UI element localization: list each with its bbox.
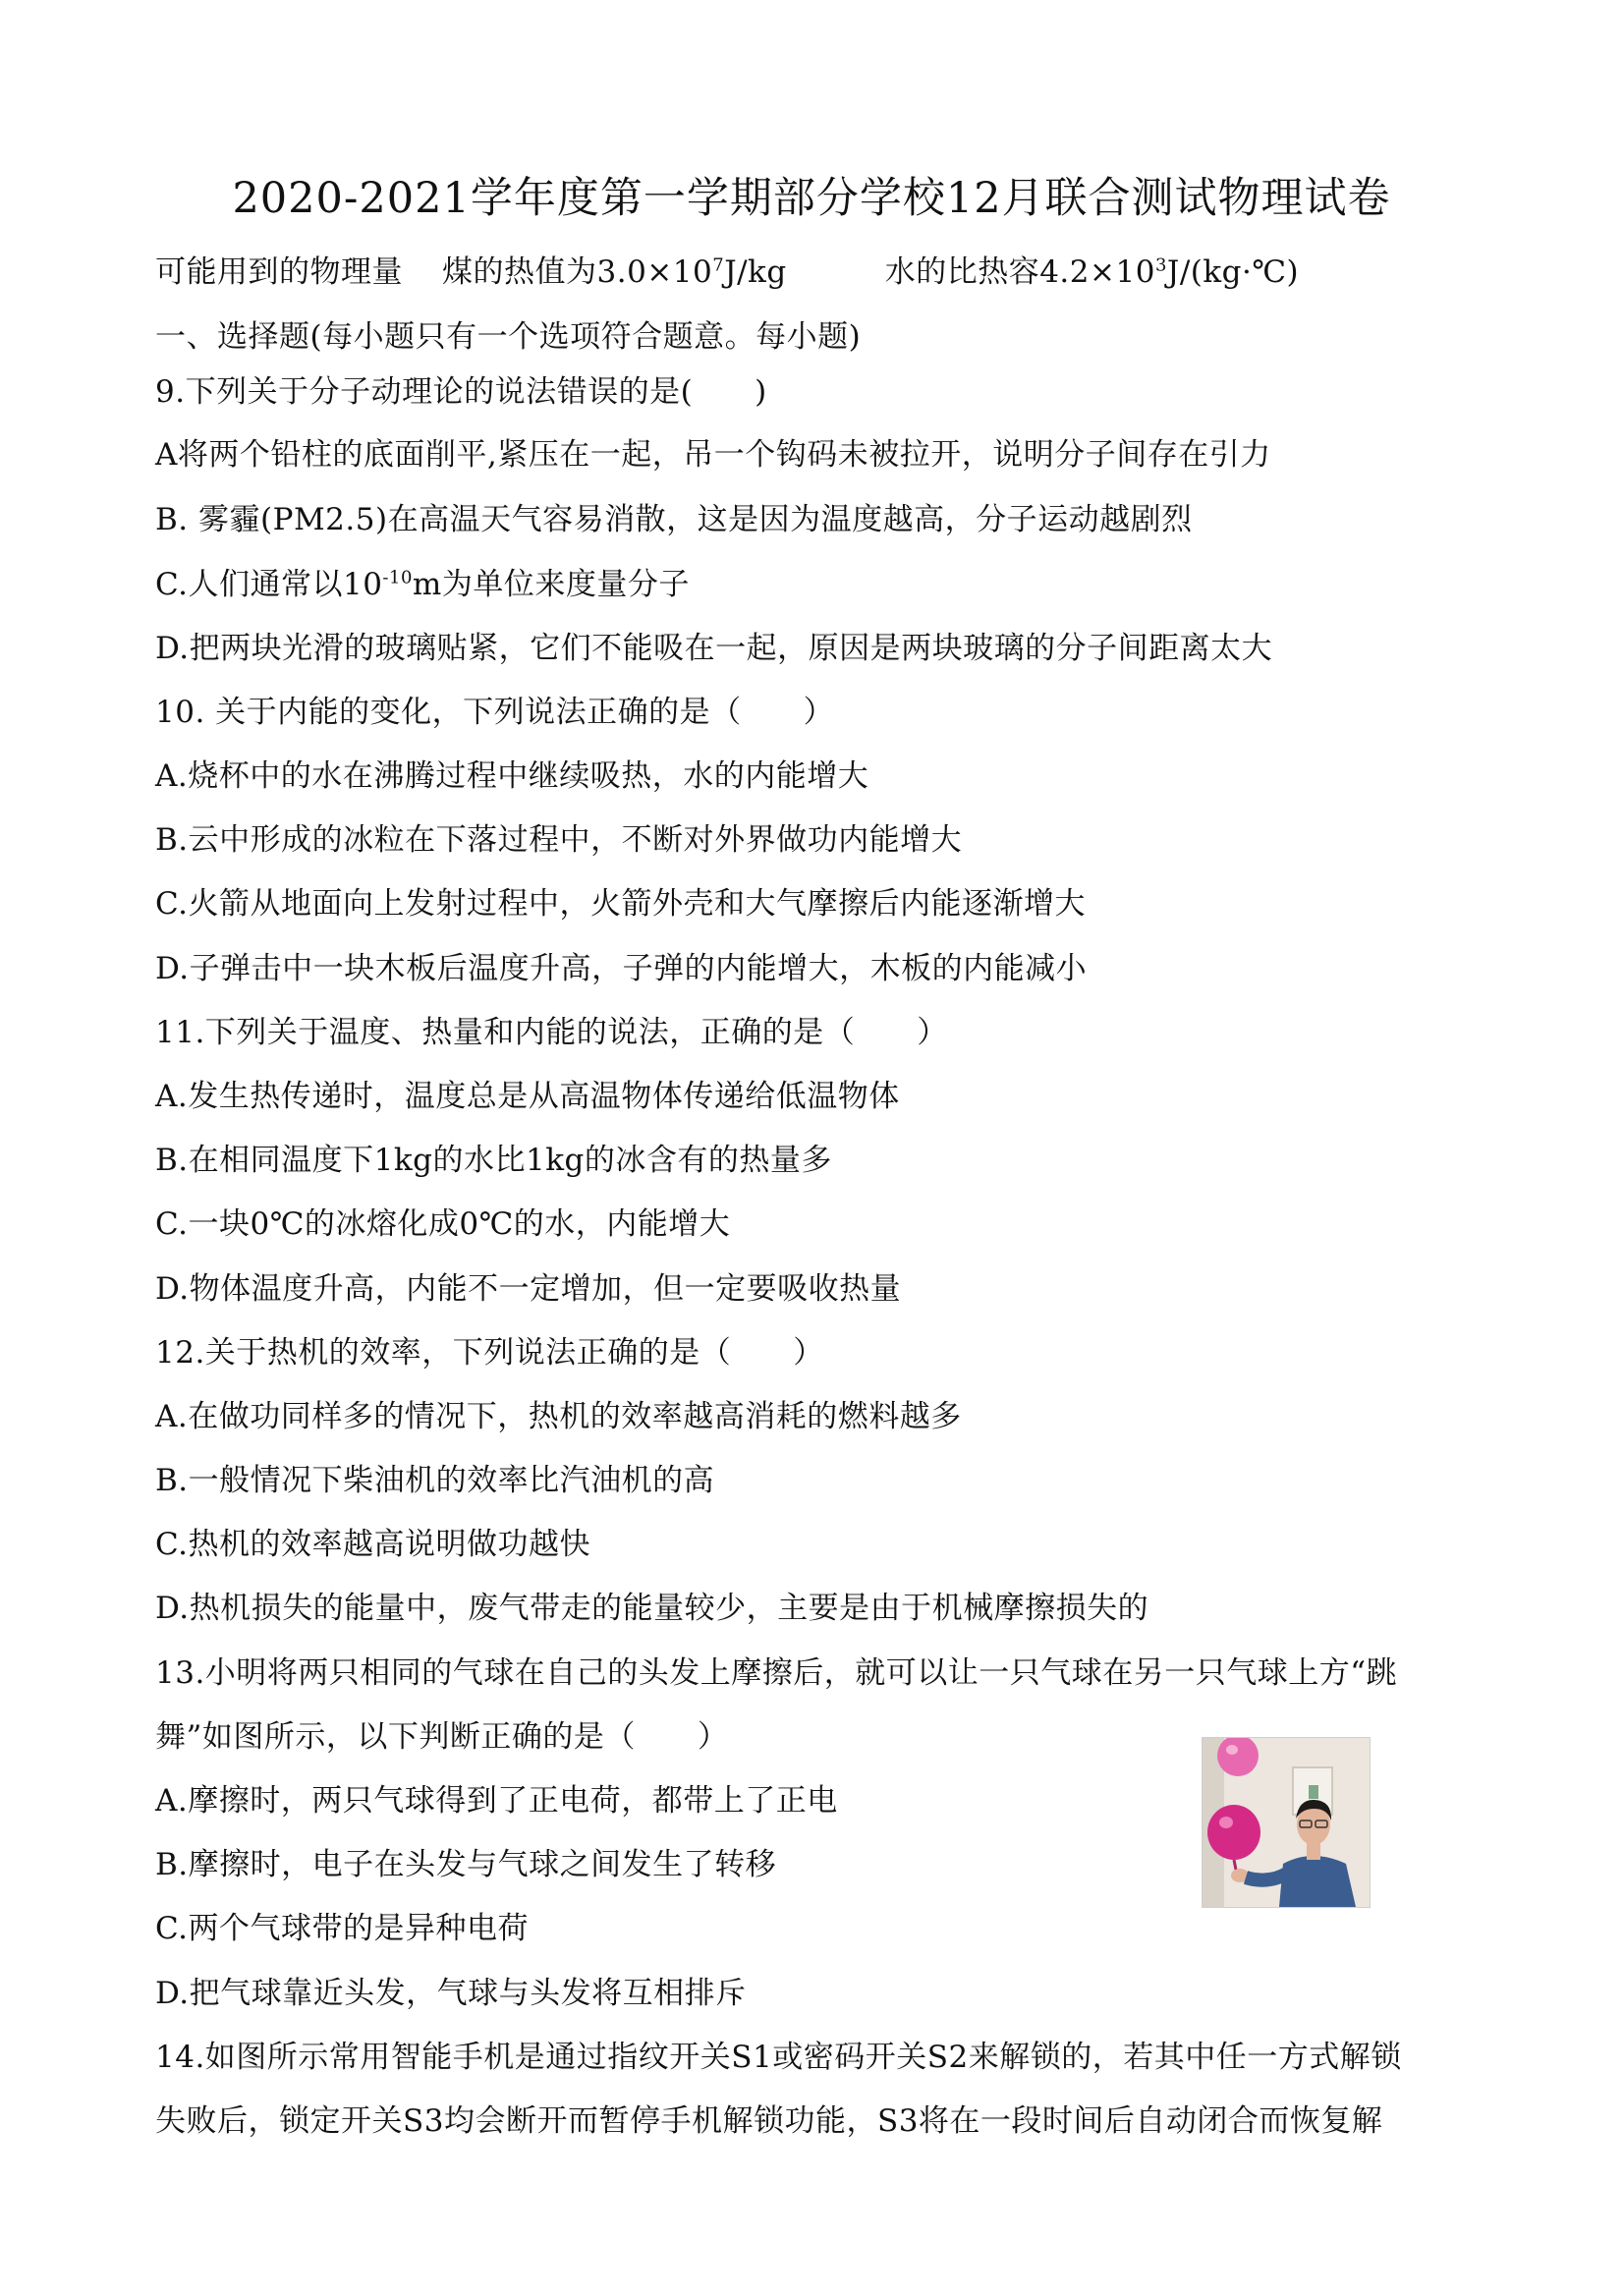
question-13-stem-line-2: 舞”如图所示，以下判断正确的是（ ）	[155, 1719, 729, 1755]
balloon-photo-drawing	[1203, 1738, 1370, 1907]
question-14-stem-line-1: 14.如图所示常用智能手机是通过指纹开关S1或密码开关S2来解锁的，若其中任一方式解锁	[155, 2040, 1402, 2075]
shirt	[1279, 1856, 1356, 1907]
question-10-stem: 10. 关于内能的变化，下列说法正确的是（ ）	[155, 695, 835, 730]
question-11-option-a: A.发生热传递时，温度总是从高温物体传递给低温物体	[155, 1079, 900, 1114]
question-12-stem: 12.关于热机的效率，下列说法正确的是（ ）	[155, 1335, 824, 1371]
question-10-option-a: A.烧杯中的水在沸腾过程中继续吸热，水的内能增大	[155, 758, 869, 794]
exam-title: 2020-2021学年度第一学期部分学校12月联合测试物理试卷	[232, 174, 1391, 223]
question-11-stem: 11.下列关于温度、热量和内能的说法，正确的是（ ）	[155, 1015, 948, 1050]
lower-balloon-shine	[1219, 1817, 1233, 1828]
question-9-option-b: B. 雾霾(PM2.5)在高温天气容易消散，这是因为温度越高，分子运动越剧烈	[155, 502, 1193, 537]
constants-line	[155, 254, 1300, 290]
coal-heat-value: 煤的热值为$3.0\times 10^7J/kg$	[442, 254, 787, 290]
constants-lead: 可能用到的物理量	[155, 254, 403, 290]
question-11-option-d: D.物体温度升高，内能不一定增加，但一定要吸收热量	[155, 1271, 902, 1307]
question-13-stem-line-1: 13.小明将两只相同的气球在自己的头发上摩擦后，就可以让一只气球在另一只气球上方“跳	[155, 1655, 1398, 1691]
balloon-photo	[1202, 1737, 1371, 1908]
question-9-stem: 9.下列关于分子动理论的说法错误的是( )	[155, 374, 767, 410]
question-13-option-a: A.摩擦时，两只气球得到了正电荷，都带上了正电	[155, 1783, 838, 1819]
question-11-option-c: C.一块0℃的冰熔化成0℃的水，内能增大	[155, 1206, 731, 1242]
question-12-option-c: C.热机的效率越高说明做功越快	[155, 1527, 590, 1562]
photo-sign-mark	[1309, 1785, 1318, 1799]
question-11-option-b: B.在相同温度下1kg的水比1kg的冰含有的热量多	[155, 1143, 832, 1178]
lower-balloon	[1207, 1805, 1260, 1860]
water-specific-heat: 水的比热容$4.2\times 10^3J/(kg\cdot℃)$	[884, 254, 1300, 290]
question-12-option-a: A.在做功同样多的情况下，热机的效率越高消耗的燃料越多	[155, 1399, 962, 1434]
balloon-knot	[1234, 1860, 1236, 1870]
question-14-stem-line-2: 失败后，锁定开关S3均会断开而暂停手机解锁功能，S3将在一段时间后自动闭合而恢复解	[155, 2103, 1383, 2139]
question-9-option-d: D.把两块光滑的玻璃贴紧，它们不能吸在一起，原因是两块玻璃的分子间距离太大	[155, 631, 1273, 666]
question-12-option-b: B.一般情况下柴油机的效率比汽油机的高	[155, 1463, 715, 1498]
question-10-option-c: C.火箭从地面向上发射过程中，火箭外壳和大气摩擦后内能逐渐增大	[155, 886, 1086, 922]
question-9-option-c: C.人们通常以$10^{-10}m$为单位来度量分子	[155, 567, 690, 602]
question-13-option-d: D.把气球靠近头发，气球与头发将互相排斥	[155, 1976, 747, 2011]
question-10-option-b: B.云中形成的冰粒在下落过程中，不断对外界做功内能增大	[155, 822, 963, 858]
question-13-option-b: B.摩擦时，电子在头发与气球之间发生了转移	[155, 1847, 777, 1882]
question-10-option-d: D.子弹击中一块木板后温度升高，子弹的内能增大，木板的内能减小	[155, 951, 1088, 986]
upper-balloon-shine	[1226, 1745, 1238, 1755]
question-12-option-d: D.热机损失的能量中，废气带走的能量较少，主要是由于机械摩擦损失的	[155, 1591, 1149, 1626]
section-heading: 一、选择题(每小题只有一个选项符合题意。每小题)	[155, 319, 862, 355]
question-9-option-a: A将两个铅柱的底面削平,紧压在一起，吊一个钩码未被拉开，说明分子间存在引力	[155, 437, 1271, 473]
question-13-option-c: C.两个气球带的是异种电荷	[155, 1911, 529, 1946]
